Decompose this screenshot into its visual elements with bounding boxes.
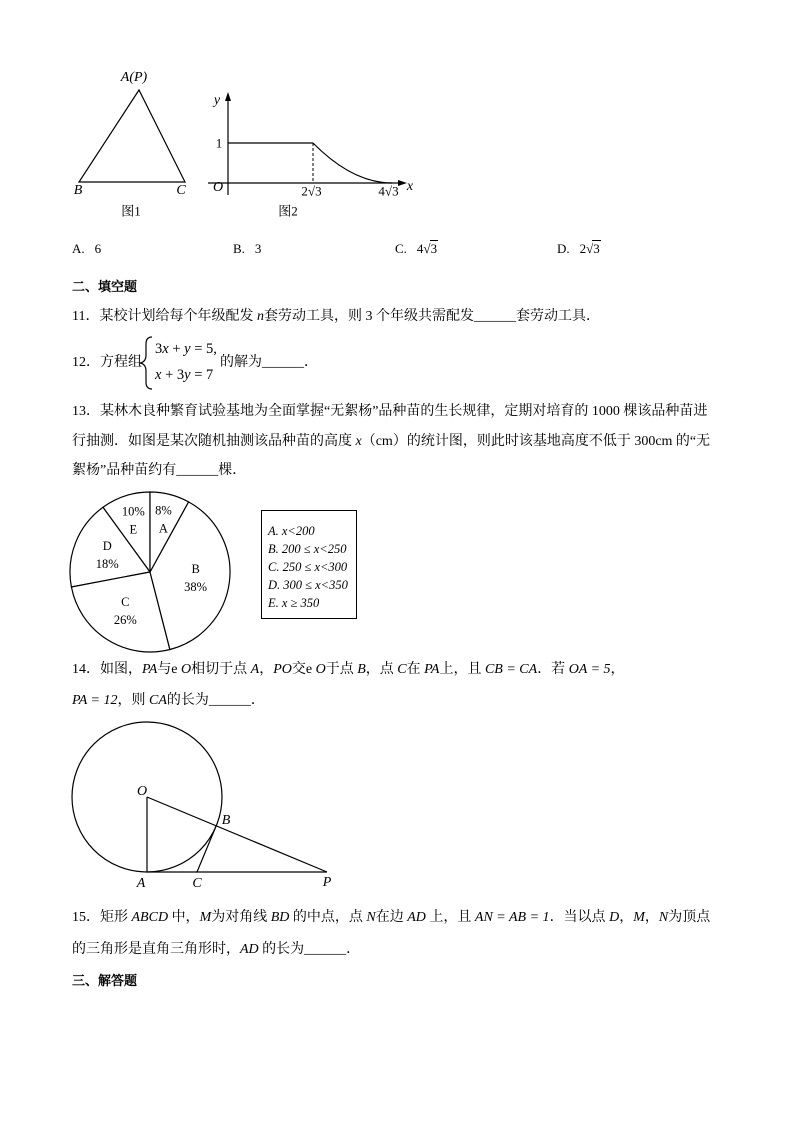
math-expression: x [162,341,169,357]
math-expression: y [184,341,191,357]
legend-item-d: D. 300 ≤ x<350 [268,578,348,592]
text-run: 15．矩形 [72,910,132,925]
radical-coefficient: 4 [378,183,385,199]
math-expression: n [256,309,264,324]
math-expression: OA = 5 [568,662,611,677]
radicand: 3 [593,241,600,256]
math-expression: CA [149,693,167,708]
answer-blank: ______ [473,309,516,324]
text-run: 套劳动工具，则 3 个年级共需配发 [263,309,474,324]
point-o-label: O [136,784,148,799]
text-run: 14．如图， [72,662,142,677]
text-run: 在 [406,662,425,677]
radical-sign: √ [423,241,431,256]
math-expression: y [184,367,191,383]
answer-blank: ______ [208,693,251,708]
text-run: 行抽测．如图是某次随机抽测该品种苗的高度 [72,434,356,449]
option-radical-value [580,241,601,256]
slice-category-label: D [102,539,112,554]
text-run: 于点 [325,662,358,677]
x-axis-label: x [406,179,414,194]
question-11-line-1 [72,307,600,327]
y-tick-label: 1 [215,135,223,151]
text-run: + [168,341,185,357]
math-expression: CB = CA [484,662,538,677]
graph-curve [313,143,392,183]
math-expression: AD [407,910,426,925]
option-radical-value [417,241,438,256]
radical-coefficient: 2 [301,183,308,199]
x-tick-label-2 [378,183,399,198]
text-run: （cm）的统计图，则此时该基地高度不低于 300cm 的“无 [361,434,711,449]
text-run: ．当以点 [549,910,610,925]
math-expression: C [397,662,407,677]
radicand: 3 [430,241,438,256]
option-value: 6 [94,241,102,256]
triangle-abc [79,90,185,182]
text-run: 的三角形是直角三角形时， [72,942,240,957]
text-run: 上，且 [439,662,485,677]
text-run: ， [644,910,659,925]
text-run: = 5, [190,341,217,357]
x-tick-label-1 [301,183,322,198]
text-run: + 3 [161,367,185,383]
legend-item-e: E. x ≥ 350 [268,596,320,610]
equation-2 [155,365,213,385]
question-13-line-1 [72,402,707,422]
question-13-line-3 [72,461,246,481]
text-run: 的中点，点 [289,910,367,925]
y-axis-arrow-icon [225,92,231,101]
answer-blank: ______ [304,942,347,957]
legend-item-c: C. 250 ≤ x<300 [268,560,348,574]
text-run: 11．某校计划给每个年级配发 [72,309,257,324]
text-run: ． [346,942,361,957]
text-run: ． [250,693,265,708]
figure-tangent-circle [60,712,340,892]
radicand: 3 [315,183,322,199]
math-expression: M [633,910,645,925]
figures-1-and-2 [60,60,440,225]
text-run: 12．方程组 [72,355,142,370]
slice-percent-label: 18% [95,557,119,572]
question-15-line-1 [72,908,710,928]
radical-sign: √ [307,183,316,199]
math-expression: AD [240,942,259,957]
answer-blank: ______ [176,463,219,478]
text-run: 套劳动工具． [515,309,600,324]
text-run: ，则 [117,693,149,708]
text-run: 上，且 [425,910,475,925]
option-letter: C. [395,241,407,256]
pie-chart [64,486,236,658]
math-expression: O [315,662,326,677]
option-letter: A. [72,241,85,256]
section-heading-fill-in: 二、填空题 [72,279,138,294]
legend-item-a: A. x<200 [268,524,315,538]
text-run: ， [610,662,625,677]
radical-coefficient: 2 [579,241,587,256]
equation-1 [155,339,217,359]
point-c-label: C [192,876,202,891]
math-expression: D [609,910,620,925]
math-expression: PA [424,662,440,677]
text-run: 交e [291,662,316,677]
text-run: 絮杨”品种苗约有 [72,463,177,478]
text-run: 为对角线 [211,910,271,925]
legend-item-b: B. 200 ≤ x<250 [268,542,347,556]
option-d [557,239,601,259]
segment-bc [197,826,216,872]
option-b [233,239,261,259]
segment-op [147,797,327,872]
text-run: 相切于点 [191,662,251,677]
option-c [395,239,438,259]
slice-percent-label: 8% [155,503,172,518]
brace-path [140,337,152,389]
text-run: ， [259,662,274,677]
option-letter: D. [557,241,570,256]
math-expression: PA [142,662,158,677]
question-12-suffix [220,353,318,373]
text-run: ，点 [365,662,398,677]
text-run: 3 [155,341,163,357]
question-15-line-2 [72,940,360,960]
slice-category-label: C [121,594,130,609]
text-run: = 7 [190,367,214,383]
math-expression: N [658,910,669,925]
math-expression: x [355,434,362,449]
point-a-label: A [136,876,146,891]
origin-label: O [212,180,224,195]
text-run: 在边 [375,910,408,925]
figure-1-caption: 图1 [121,203,141,219]
point-b-label: B [221,813,231,828]
triangle-vertex-c-label: C [176,183,186,198]
math-expression: x [155,367,162,383]
radical-coefficient: 4 [416,241,424,256]
text-run: ． [304,355,318,370]
radicand: 3 [392,183,399,199]
math-expression: B [357,662,366,677]
slice-category-label: B [191,561,200,576]
text-run: 的长为 [258,942,305,957]
math-expression: N [366,910,376,925]
math-expression: A [250,662,260,677]
math-expression: O [181,662,192,677]
text-run: ， [619,910,634,925]
math-expression: AN = AB = 1 [474,910,550,925]
slice-category-label: E [129,522,138,537]
text-run: 棵． [218,463,247,478]
figure-2-caption: 图2 [278,203,298,219]
radical-sign: √ [384,183,393,199]
triangle-apex-label: A(P) [120,70,148,85]
option-value: 3 [254,241,262,256]
slice-percent-label: 38% [184,579,208,594]
text-run: 为顶点 [668,910,711,925]
text-run: 13．某林木良种繁育试验基地为全面掌握“无絮杨”品种苗的生长规律，定期对培育的 1000 棵该品种苗进 [72,404,708,419]
question-14-line-1 [72,660,625,680]
pie-chart-legend [261,510,357,619]
question-14-line-2 [72,691,265,711]
question-12-prefix [72,353,142,373]
answer-blank: ______ [262,355,304,370]
text-run: 与e [157,662,182,677]
text-run: 中， [168,910,200,925]
slice-percent-label: 10% [121,504,145,519]
radical-sign: √ [586,241,594,256]
text-run: ．若 [537,662,569,677]
math-expression: BD [270,910,290,925]
text-run: 的解为 [220,355,262,370]
math-expression: PO [273,662,292,677]
math-expression: PA = 12 [72,693,118,708]
option-a [72,239,101,259]
option-letter: B. [233,241,245,256]
slice-percent-label: 26% [113,612,137,627]
question-13-line-2 [72,432,710,452]
section-heading-answer: 三、解答题 [72,973,138,988]
math-expression: M [199,910,212,925]
triangle-vertex-b-label: B [73,183,83,198]
slice-category-label: A [158,521,168,536]
y-axis-label: y [213,93,221,108]
text-run: 的长为 [166,693,209,708]
math-expression: ABCD [131,910,169,925]
point-p-label: P [322,875,332,890]
equation-system-brace [138,335,154,391]
